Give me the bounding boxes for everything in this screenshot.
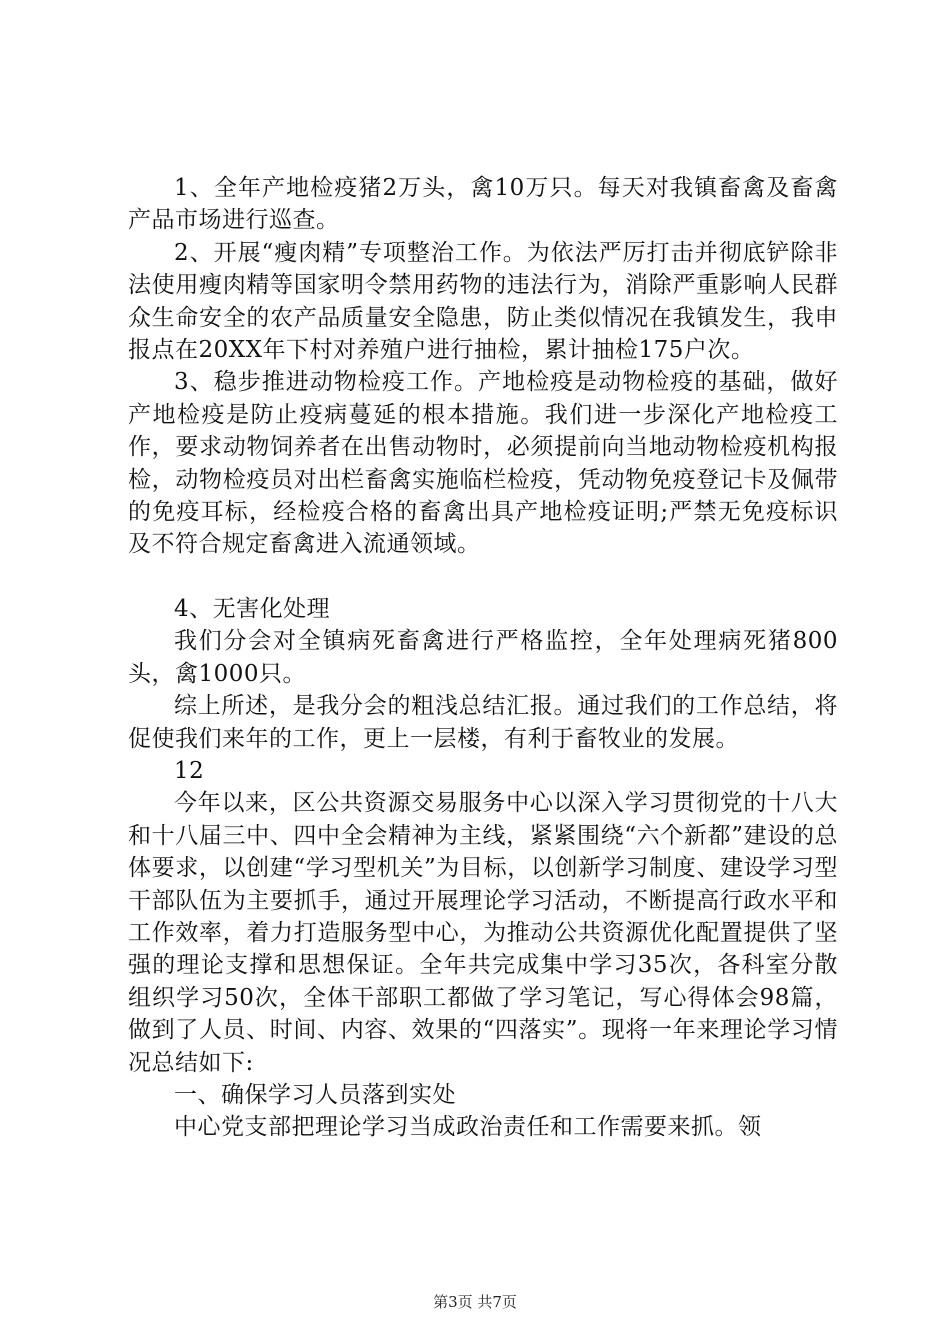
document-body — [128, 172, 838, 1144]
paragraph-clenbuterol-campaign: 2、开展“瘦肉精”专项整治工作。为依法严厉打击并彻底铲除非法使用瘦肉精等国家明令禁用药物的违法行为，消除严重影响人民群众生命安全的农产品质量安全隐患，防止类似情况在我镇发生，我申报点在20XX年下村对养殖户进行抽检，累计抽检175户次。 — [128, 239, 838, 364]
paragraph-gap — [128, 561, 838, 593]
paragraph-section-number: 12 — [174, 757, 205, 784]
paragraph-section-heading: 一、确保学习人员落到实处 — [174, 1081, 456, 1108]
paragraph-quarantine-stats: 1、全年产地检疫猪2万头，禽10万只。每天对我镇畜禽及畜禽产品市场进行巡查。 — [128, 175, 838, 234]
paragraph-summary: 综上所述，是我分会的粗浅总结汇报。通过我们的工作总结，将促使我们来年的工作，更上一层楼，有利于畜牧业的发展。 — [128, 693, 838, 752]
paragraph-party-branch: 中心党支部把理论学习当成政治责任和工作需要来抓。领 — [174, 1114, 762, 1141]
page-footer: 第3页 共7页 — [433, 1293, 517, 1311]
paragraph-animal-quarantine: 3、稳步推进动物检疫工作。产地检疫是动物检疫的基础，做好产地检疫是防止疫病蔓延的根本措施。我们进一步深化产地检疫工作，要求动物饲养者在出售动物时，必须提前向当地动物检疫机构报检，动物检疫员对出栏畜禽实施临栏检疫，凭动物免疫登记卡及佩带的免疫耳标，经检疫合格的畜禽出具产地检疫证明;严禁无免疫标识及不符合规定畜禽进入流通领域。 — [128, 369, 838, 558]
paragraph-study-intro: 今年以来，区公共资源交易服务中心以深入学习贯彻党的十八大和十八届三中、四中全会精神为主线，紧紧围绕“六个新都”建设的总体要求，以创建“学习型机关”为目标，以创新学习制度、建设学习型干部队伍为主要抓手，通过开展理论学习活动，不断提高行政水平和工作效率，着力打造服务型中心，为推动公共资源优化配置提供了坚强的理论支撑和思想保证。全年共完成集中学习35次，各科室分散组织学习50次，全体干部职工都做了学习笔记，写心得体会98篇，做到了人员、时间、内容、效果的“四落实”。现将一年来理论学习情况总结如下: — [128, 790, 838, 1076]
paragraph-harmless-treatment: 我们分会对全镇病死畜禽进行严格监控，全年处理病死猪800头，禽1000只。 — [128, 628, 838, 687]
paragraph-harmless-treatment-heading: 4、无害化处理 — [174, 595, 331, 622]
